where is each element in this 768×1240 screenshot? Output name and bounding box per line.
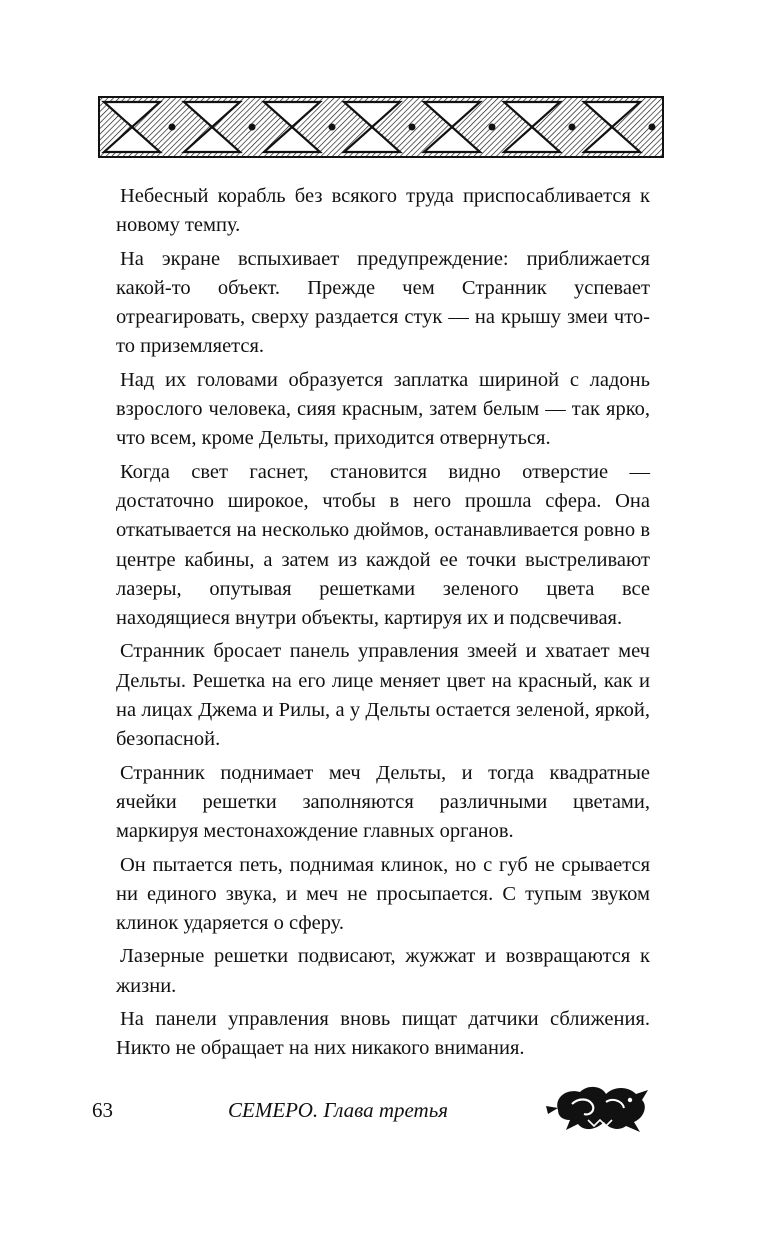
paragraph: Он пытается петь, поднимая клинок, но с губ не срывается ни единого звука, и меч не просыпается. С тупым звуком клинок ударяется о сферу.: [116, 853, 650, 935]
page-number: 63: [92, 1098, 113, 1122]
paragraph: Странник бросает панель управления змеей и хватает меч Дельты. Решетка на его лице меняет цвет на красный, как и на лицах Джема и Рилы, а у Дельты остается зеленой, яркой, безопасной.: [116, 640, 650, 751]
dragon-emblem-icon: [544, 1080, 654, 1136]
paragraph: Лазерные решетки подвисают, жужжат и возвращаются к жизни.: [116, 945, 650, 997]
paragraph: На экране вспыхивает предупреждение: приближается какой-то объект. Прежде чем Странник успевает отреагировать, сверху раздается стук — на крышу змеи что-то приземляется.: [116, 247, 650, 358]
paragraph: Над их головами образуется заплатка шириной с ладонь взрослого человека, сияя красным, затем белым — так ярко, что всем, кроме Дельты, приходится отвернуться.: [116, 368, 650, 450]
paragraph: Когда свет гаснет, становится видно отверстие — достаточно широкое, чтобы в него прошла сфера. Она откатывается на несколько дюймов, останавливается ровно в центре кабины, а затем из каждой ее точки выстреливают лазеры, опутывая решетками зеленого цвета все находящиеся внутри объекты, картируя их и подсвечивая.: [116, 460, 650, 630]
page-footer: [0, 1090, 768, 1150]
paragraph: Странник поднимает меч Дельты, и тогда квадратные ячейки решетки заполняются различными цветами, маркируя местонахождение главных органов.: [116, 761, 650, 843]
paragraph: Небесный корабль без всякого труда приспосабливается к новому темпу.: [116, 185, 650, 237]
main-text: [116, 182, 650, 1068]
celtic-knot-border-icon: [98, 96, 664, 158]
paragraph: На панели управления вновь пищат датчики сближения. Никто не обращает на них никакого внимания.: [116, 1008, 650, 1060]
running-title: СЕМЕРО. Глава третья: [228, 1098, 449, 1122]
